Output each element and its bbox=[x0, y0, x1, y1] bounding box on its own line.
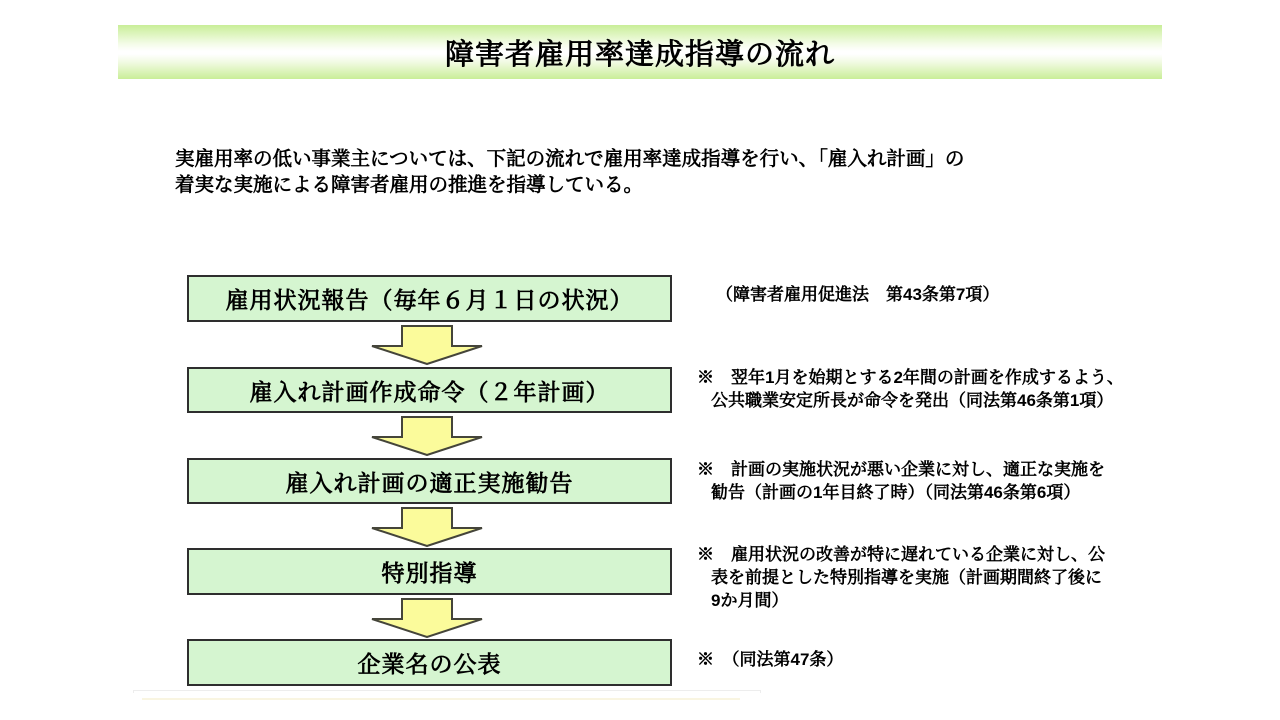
intro-line: 着実な実施による障害者雇用の推進を指導している。 bbox=[175, 174, 644, 196]
flow-step-label: 特別指導 bbox=[381, 560, 478, 586]
annotation-line: ※ 雇用状況の改善が特に遅れている企業に対し、公 bbox=[697, 545, 1105, 564]
annotation-recommendation-note bbox=[697, 458, 1167, 504]
flow-step-proper-implementation-recommendation bbox=[187, 458, 672, 504]
annotation-line: 公共職業安定所長が命令を発出（同法第46条第1項） bbox=[711, 391, 1114, 410]
flow-step-company-name-publication bbox=[187, 639, 672, 686]
flow-step-hiring-plan-order bbox=[187, 367, 672, 413]
page-title: 障害者雇用率達成指導の流れ bbox=[444, 38, 835, 71]
annotation-line: ※ 計画の実施状況が悪い企業に対し、適正な実施を bbox=[697, 460, 1105, 479]
annotation-line: （障害者雇用促進法 第43条第7項） bbox=[716, 285, 1000, 304]
annotation-line: 表を前提とした特別指導を実施（計画期間終了後に bbox=[711, 568, 1102, 587]
annotation-plan-order-note bbox=[697, 366, 1167, 412]
flow-step-label: 雇入れ計画の適正実施勧告 bbox=[285, 469, 574, 496]
flow-step-employment-status-report bbox=[187, 275, 672, 322]
annotation-line: 勧告（計画の1年目終了時）（同法第46条第6項） bbox=[711, 483, 1081, 502]
header-band bbox=[118, 25, 1162, 79]
annotation-line: ※ （同法第47条） bbox=[697, 650, 844, 669]
bottom-cut-artifact bbox=[133, 690, 761, 693]
flow-step-label: 企業名の公表 bbox=[357, 651, 502, 677]
down-arrow-icon bbox=[371, 507, 483, 547]
annotation-publication-note bbox=[697, 648, 1167, 671]
intro-line: 実雇用率の低い事業主については、下記の流れで雇用率達成指導を行い、「雇入れ計画」の bbox=[175, 148, 965, 170]
annotation-law-reference bbox=[716, 283, 1186, 306]
annotation-line: ※ 翌年1月を始期とする2年間の計画を作成するよう、 bbox=[697, 368, 1124, 387]
flow-step-special-guidance bbox=[187, 548, 672, 595]
intro-text bbox=[175, 146, 1125, 198]
annotation-line: 9か月間） bbox=[711, 591, 789, 610]
bottom-cut-artifact bbox=[142, 698, 740, 700]
annotation-special-guidance-note bbox=[697, 543, 1167, 612]
down-arrow-icon bbox=[371, 416, 483, 456]
flow-step-label: 雇入れ計画作成命令（２年計画） bbox=[249, 378, 610, 405]
flow-step-label: 雇用状況報告（毎年６月１日の状況） bbox=[225, 287, 634, 313]
down-arrow-icon bbox=[371, 325, 483, 365]
down-arrow-icon bbox=[371, 598, 483, 638]
